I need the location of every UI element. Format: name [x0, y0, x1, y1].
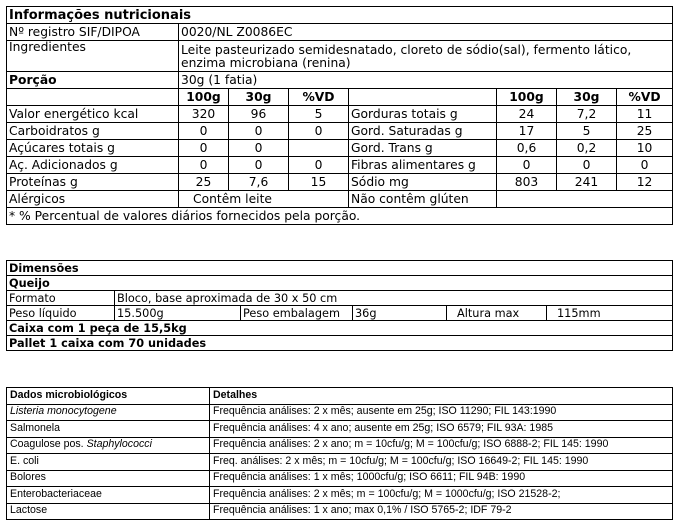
col-detalhes-header: Detalhes: [210, 388, 673, 405]
formato-label: Formato: [7, 291, 115, 306]
nutrient-label: Açúcares totais g: [7, 140, 179, 157]
col-100g-left: 100g: [179, 89, 229, 106]
value-100g: 0: [179, 157, 229, 174]
micro-detail: Frequência análises: 4 x ano; ausente em 25g; ISO 6579; FIL 93A: 1985: [210, 421, 673, 438]
micro-row: [7, 421, 673, 438]
nutrition-row: [7, 123, 673, 140]
value-100g: 25: [179, 174, 229, 191]
dimensions-subtitle: Queijo: [7, 276, 673, 291]
nutrient-label: Gord. Saturadas g: [349, 123, 497, 140]
micro-name: [7, 503, 210, 520]
col-vd-left: %VD: [289, 89, 349, 106]
value-30g: 0,2: [557, 140, 617, 157]
value-30g: 0: [229, 123, 289, 140]
value-vd: 12: [617, 174, 673, 191]
nutrient-label: Fibras alimentares g: [349, 157, 497, 174]
micro-name-text: Bolores: [10, 471, 46, 484]
value-100g: 0,6: [497, 140, 557, 157]
nutrition-column-headers: [7, 89, 673, 106]
value-vd: 0: [289, 123, 349, 140]
micro-name: [7, 470, 210, 487]
value-100g: 17: [497, 123, 557, 140]
peso-liquido-label: Peso líquido: [7, 306, 115, 321]
micro-detail: Frequência análises: 2 x ano; m = 10cfu/g; M = 100cfu/g; ISO 6888-2; FIL 145: 1990: [210, 437, 673, 454]
micro-name-text: Lactose: [10, 504, 48, 517]
micro-row: [7, 503, 673, 520]
registro-value: 0020/NL Z0086EC: [179, 24, 673, 41]
nutrient-label: Aç. Adicionados g: [7, 157, 179, 174]
col-dados-header: Dados microbiológicos: [7, 388, 210, 405]
micro-name-text: Coagulose pos.: [10, 438, 87, 451]
nutrition-row: [7, 157, 673, 174]
micro-name-text: E. coli: [10, 454, 39, 467]
value-30g: 5: [557, 123, 617, 140]
value-100g: 0: [497, 157, 557, 174]
col-vd-right: %VD: [617, 89, 673, 106]
nutrition-title: Informações nutricionais: [7, 7, 673, 24]
alergicos-label: Alérgicos: [7, 191, 179, 208]
peso-embalagem-label: Peso embalagem: [241, 306, 353, 321]
value-30g: 96: [229, 106, 289, 123]
value-30g: 7,2: [557, 106, 617, 123]
registro-label: Nº registro SIF/DIPOA: [7, 24, 179, 41]
dimensions-table: [6, 260, 673, 351]
dimensions-title: Dimensões: [7, 261, 673, 276]
ingredientes-value: Leite pasteurizado semidesnatado, cloreto de sódio(sal), fermento lático, enzima microbiana (renina): [179, 41, 673, 72]
micro-name-italic: Staphylococci: [86, 438, 152, 451]
nutrient-label: Carboidratos g: [7, 123, 179, 140]
micro-name-text: Salmonela: [10, 421, 61, 434]
caixa-info: Caixa com 1 peça de 15,5kg: [7, 321, 673, 336]
value-30g: 0: [557, 157, 617, 174]
value-vd: 0: [289, 157, 349, 174]
micro-name: [7, 421, 210, 438]
altura-label: Altura max: [447, 306, 547, 321]
nutrient-label: Valor energético kcal: [7, 106, 179, 123]
value-30g: 0: [229, 140, 289, 157]
value-vd: 11: [617, 106, 673, 123]
nutrition-row: [7, 140, 673, 157]
microbiology-table: [6, 387, 673, 520]
micro-row: [7, 470, 673, 487]
micro-detail: Frequência análises: 2 x mês; ausente em 25g; ISO 11290; FIL 143:1990: [210, 404, 673, 421]
micro-detail: Frequência análises: 1 x ano; max 0,1% / ISO 5765-2; IDF 79-2: [210, 503, 673, 520]
value-vd: 15: [289, 174, 349, 191]
col-100g-right: 100g: [497, 89, 557, 106]
porcao-label: Porção: [7, 72, 179, 89]
micro-row: [7, 454, 673, 471]
micro-name-text: Listeria monocytogene: [10, 405, 117, 418]
micro-name: [7, 404, 210, 421]
col-30g-left: 30g: [229, 89, 289, 106]
value-100g: 803: [497, 174, 557, 191]
micro-name: [7, 437, 210, 454]
micro-detail: Frequência análises: 1 x mês; 1000cfu/g; ISO 6611; FIL 94B: 1990: [210, 470, 673, 487]
micro-name-text: Enterobacteriaceae: [10, 487, 102, 500]
altura-value: 115mm: [547, 306, 673, 321]
value-vd: 0: [617, 157, 673, 174]
micro-name: [7, 487, 210, 504]
col-30g-right: 30g: [557, 89, 617, 106]
value-100g: 0: [179, 123, 229, 140]
micro-name: [7, 454, 210, 471]
nutrition-row: [7, 174, 673, 191]
peso-embalagem-value: 36g: [353, 306, 447, 321]
value-100g: 320: [179, 106, 229, 123]
micro-detail: Frequência análises: 2 x mês; m = 100cfu/g; M = 1000cfu/g; ISO 21528-2;: [210, 487, 673, 504]
nutrition-row: [7, 106, 673, 123]
nutrient-label: Sódio mg: [349, 174, 497, 191]
nutrient-label: Proteínas g: [7, 174, 179, 191]
formato-value: Bloco, base aproximada de 30 x 50 cm: [115, 291, 673, 306]
nutrient-label: Gorduras totais g: [349, 106, 497, 123]
porcao-value: 30g (1 fatia): [179, 72, 673, 89]
value-100g: 24: [497, 106, 557, 123]
micro-row: [7, 487, 673, 504]
value-30g: 0: [229, 157, 289, 174]
value-30g: 7,6: [229, 174, 289, 191]
alergicos-value: Contêm leite: [179, 191, 349, 208]
value-vd: 5: [289, 106, 349, 123]
value-100g: 0: [179, 140, 229, 157]
peso-liquido-value: 15.500g: [115, 306, 241, 321]
value-vd: 10: [617, 140, 673, 157]
micro-row: [7, 437, 673, 454]
ingredientes-label: Ingredientes: [7, 41, 179, 72]
micro-detail: Freq. análises: 2 x mês; m = 10cfu/g; M = 100cfu/g; ISO 16649-2; FIL 145: 1990: [210, 454, 673, 471]
nutrient-label: Gord. Trans g: [349, 140, 497, 157]
value-vd: [289, 140, 349, 157]
gluten-note: Não contêm glúten: [349, 191, 497, 208]
nutrition-table: [6, 6, 673, 225]
micro-row: [7, 404, 673, 421]
value-30g: 241: [557, 174, 617, 191]
pallet-info: Pallet 1 caixa com 70 unidades: [7, 336, 673, 351]
footnote: * % Percentual de valores diários fornecidos pela porção.: [7, 208, 673, 225]
value-vd: 25: [617, 123, 673, 140]
